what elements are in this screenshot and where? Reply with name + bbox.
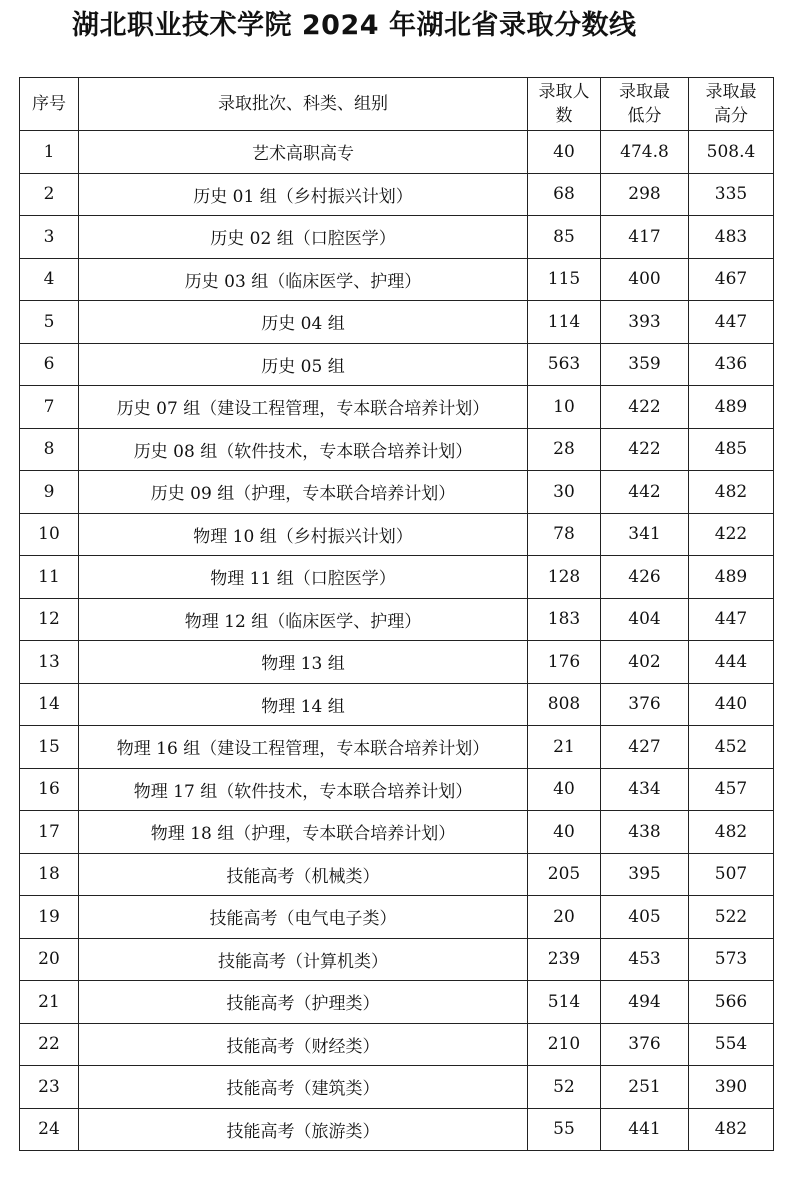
row-index: 4 <box>20 258 79 301</box>
row-index: 18 <box>20 853 79 896</box>
row-name: 物理 17 组（软件技术，专本联合培养计划） <box>79 768 528 811</box>
row-name: 技能高考（机械类） <box>79 853 528 896</box>
row-max-score: 467 <box>689 258 774 301</box>
row-index: 17 <box>20 811 79 854</box>
row-name: 历史 04 组 <box>79 301 528 344</box>
table-row <box>20 471 774 514</box>
row-max-score: 457 <box>689 768 774 811</box>
row-max-score: 335 <box>689 173 774 216</box>
table-row <box>20 641 774 684</box>
row-max-score: 447 <box>689 598 774 641</box>
table-row <box>20 683 774 726</box>
row-index: 15 <box>20 726 79 769</box>
row-count: 55 <box>528 1108 601 1151</box>
table-row <box>20 598 774 641</box>
row-min-score: 402 <box>601 641 689 684</box>
row-index: 12 <box>20 598 79 641</box>
row-min-score: 395 <box>601 853 689 896</box>
row-name: 历史 01 组（乡村振兴计划） <box>79 173 528 216</box>
row-count: 28 <box>528 428 601 471</box>
row-min-score: 405 <box>601 896 689 939</box>
header-min-label: 录取最低分 <box>619 82 670 126</box>
row-count: 21 <box>528 726 601 769</box>
table-row <box>20 981 774 1024</box>
row-name: 技能高考（旅游类） <box>79 1108 528 1151</box>
row-index: 2 <box>20 173 79 216</box>
row-min-score: 453 <box>601 938 689 981</box>
row-index: 23 <box>20 1066 79 1109</box>
table-body <box>20 131 774 1151</box>
row-min-score: 422 <box>601 386 689 429</box>
header-count <box>528 78 601 131</box>
row-name: 历史 09 组（护理，专本联合培养计划） <box>79 471 528 514</box>
row-index: 8 <box>20 428 79 471</box>
row-index: 22 <box>20 1023 79 1066</box>
row-index: 16 <box>20 768 79 811</box>
row-name: 物理 14 组 <box>79 683 528 726</box>
row-min-score: 359 <box>601 343 689 386</box>
row-index: 7 <box>20 386 79 429</box>
row-max-score: 440 <box>689 683 774 726</box>
row-count: 40 <box>528 131 601 174</box>
row-count: 78 <box>528 513 601 556</box>
row-count: 176 <box>528 641 601 684</box>
row-index: 19 <box>20 896 79 939</box>
table-row <box>20 1023 774 1066</box>
row-name: 历史 05 组 <box>79 343 528 386</box>
row-max-score: 444 <box>689 641 774 684</box>
row-name: 技能高考（计算机类） <box>79 938 528 981</box>
row-min-score: 442 <box>601 471 689 514</box>
row-min-score: 417 <box>601 216 689 259</box>
row-count: 183 <box>528 598 601 641</box>
row-min-score: 341 <box>601 513 689 556</box>
row-name: 物理 11 组（口腔医学） <box>79 556 528 599</box>
row-count: 30 <box>528 471 601 514</box>
row-max-score: 489 <box>689 556 774 599</box>
row-max-score: 482 <box>689 1108 774 1151</box>
row-min-score: 376 <box>601 1023 689 1066</box>
row-max-score: 452 <box>689 726 774 769</box>
row-count: 115 <box>528 258 601 301</box>
table-row <box>20 258 774 301</box>
table-row <box>20 853 774 896</box>
row-name: 技能高考（财经类） <box>79 1023 528 1066</box>
row-min-score: 376 <box>601 683 689 726</box>
row-max-score: 422 <box>689 513 774 556</box>
row-min-score: 434 <box>601 768 689 811</box>
row-max-score: 485 <box>689 428 774 471</box>
row-max-score: 482 <box>689 811 774 854</box>
row-name: 技能高考（护理类） <box>79 981 528 1024</box>
row-index: 6 <box>20 343 79 386</box>
row-count: 128 <box>528 556 601 599</box>
header-index: 序号 <box>20 78 79 131</box>
row-count: 40 <box>528 768 601 811</box>
row-max-score: 508.4 <box>689 131 774 174</box>
row-name: 物理 10 组（乡村振兴计划） <box>79 513 528 556</box>
header-count-label: 录取人数 <box>538 82 590 126</box>
row-count: 239 <box>528 938 601 981</box>
row-count: 40 <box>528 811 601 854</box>
row-count: 68 <box>528 173 601 216</box>
header-max-score <box>689 78 774 131</box>
row-index: 11 <box>20 556 79 599</box>
row-min-score: 251 <box>601 1066 689 1109</box>
row-name: 物理 12 组（临床医学、护理） <box>79 598 528 641</box>
row-name: 历史 07 组（建设工程管理，专本联合培养计划） <box>79 386 528 429</box>
row-max-score: 483 <box>689 216 774 259</box>
row-name: 物理 18 组（护理，专本联合培养计划） <box>79 811 528 854</box>
table-row <box>20 343 774 386</box>
row-index: 5 <box>20 301 79 344</box>
row-name: 历史 08 组（软件技术，专本联合培养计划） <box>79 428 528 471</box>
row-max-score: 482 <box>689 471 774 514</box>
row-max-score: 507 <box>689 853 774 896</box>
row-min-score: 474.8 <box>601 131 689 174</box>
table-row <box>20 811 774 854</box>
row-name: 艺术高职高专 <box>79 131 528 174</box>
row-index: 20 <box>20 938 79 981</box>
row-index: 1 <box>20 131 79 174</box>
table-row <box>20 1066 774 1109</box>
row-count: 114 <box>528 301 601 344</box>
row-count: 210 <box>528 1023 601 1066</box>
table-row <box>20 301 774 344</box>
row-count: 808 <box>528 683 601 726</box>
row-count: 205 <box>528 853 601 896</box>
header-name: 录取批次、科类、组别 <box>79 78 528 131</box>
row-count: 10 <box>528 386 601 429</box>
row-name: 技能高考（电气电子类） <box>79 896 528 939</box>
row-max-score: 447 <box>689 301 774 344</box>
row-min-score: 438 <box>601 811 689 854</box>
row-index: 10 <box>20 513 79 556</box>
row-max-score: 573 <box>689 938 774 981</box>
row-count: 20 <box>528 896 601 939</box>
row-index: 13 <box>20 641 79 684</box>
row-min-score: 426 <box>601 556 689 599</box>
header-min-score <box>601 78 689 131</box>
row-min-score: 298 <box>601 173 689 216</box>
table-row <box>20 513 774 556</box>
row-index: 24 <box>20 1108 79 1151</box>
table-row <box>20 726 774 769</box>
row-index: 14 <box>20 683 79 726</box>
row-min-score: 441 <box>601 1108 689 1151</box>
row-max-score: 436 <box>689 343 774 386</box>
table-row <box>20 386 774 429</box>
row-max-score: 489 <box>689 386 774 429</box>
table-header-row <box>20 78 774 131</box>
row-count: 52 <box>528 1066 601 1109</box>
table-row <box>20 938 774 981</box>
row-min-score: 422 <box>601 428 689 471</box>
table-row <box>20 216 774 259</box>
row-name: 历史 02 组（口腔医学） <box>79 216 528 259</box>
table-row <box>20 896 774 939</box>
row-min-score: 494 <box>601 981 689 1024</box>
table-row <box>20 1108 774 1151</box>
row-name: 技能高考（建筑类） <box>79 1066 528 1109</box>
admission-score-table <box>19 77 774 1151</box>
row-count: 563 <box>528 343 601 386</box>
table-row <box>20 556 774 599</box>
table-row <box>20 173 774 216</box>
row-name: 物理 16 组（建设工程管理，专本联合培养计划） <box>79 726 528 769</box>
row-min-score: 427 <box>601 726 689 769</box>
row-name: 历史 03 组（临床医学、护理） <box>79 258 528 301</box>
row-max-score: 390 <box>689 1066 774 1109</box>
header-max-label: 录取最高分 <box>705 82 757 126</box>
row-max-score: 554 <box>689 1023 774 1066</box>
row-index: 3 <box>20 216 79 259</box>
row-min-score: 400 <box>601 258 689 301</box>
row-min-score: 393 <box>601 301 689 344</box>
table-row <box>20 131 774 174</box>
row-name: 物理 13 组 <box>79 641 528 684</box>
table-row <box>20 768 774 811</box>
row-index: 9 <box>20 471 79 514</box>
row-count: 514 <box>528 981 601 1024</box>
row-index: 21 <box>20 981 79 1024</box>
row-min-score: 404 <box>601 598 689 641</box>
row-max-score: 522 <box>689 896 774 939</box>
row-max-score: 566 <box>689 981 774 1024</box>
table-row <box>20 428 774 471</box>
page-title: 湖北职业技术学院 2024 年湖北省录取分数线 <box>72 10 637 41</box>
row-count: 85 <box>528 216 601 259</box>
